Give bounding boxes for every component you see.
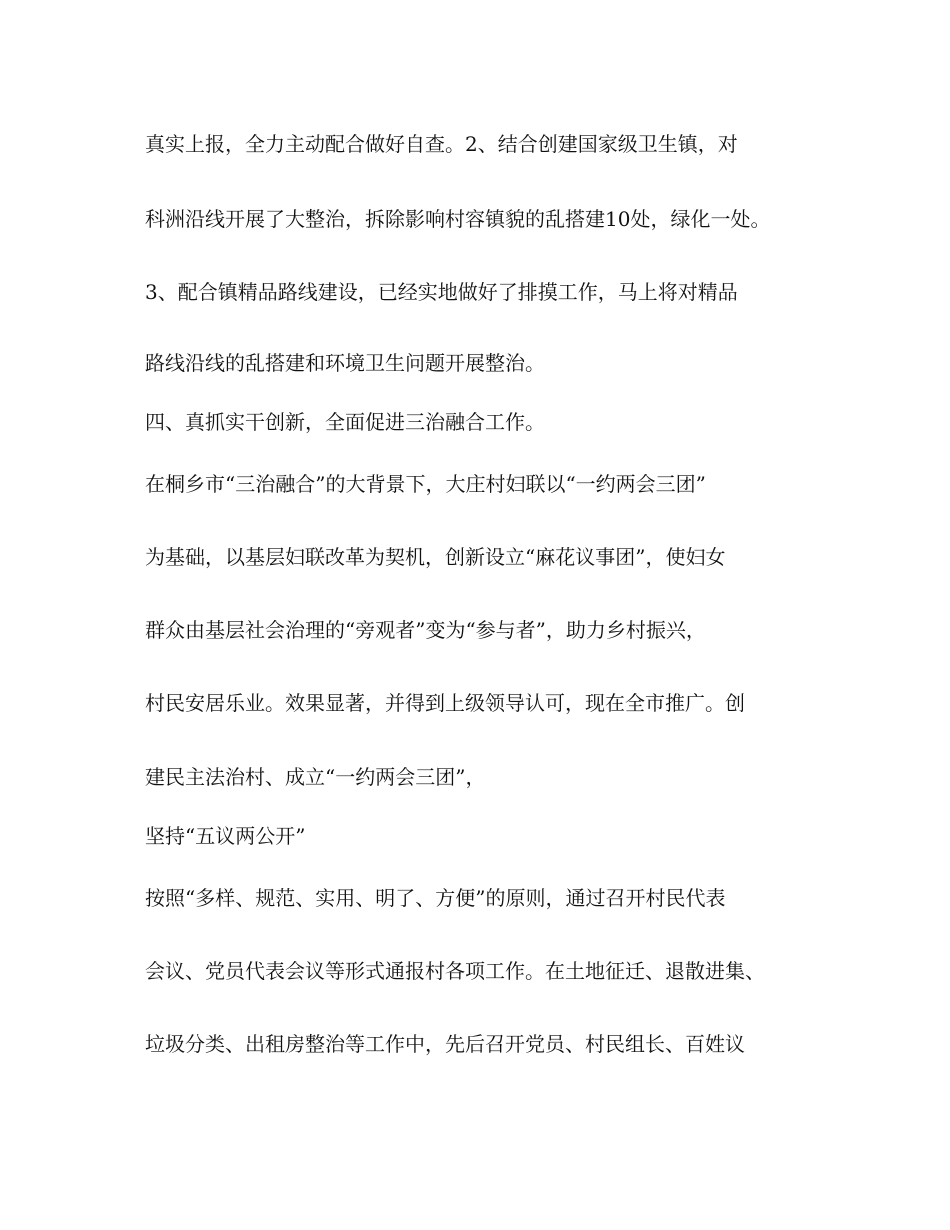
text-line: 为基础，以基层妇联改革为契机，创新设立“麻花议事团”，使妇女: [145, 545, 726, 569]
text-line: 垃圾分类、出租房整治等工作中，先后召开党员、村民组长、百姓议: [145, 1032, 745, 1056]
section-heading: 四、真抓实干创新，全面促进三治融合工作。: [145, 410, 545, 434]
text-line: 在桐乡市“三治融合”的大背景下，大庄村妇联以“一约两会三团”: [145, 472, 706, 496]
text-line: 建民主法治村、成立“一约两会三团”，: [145, 765, 486, 789]
text-line: 3、配合镇精品路线建设，已经实地做好了排摸工作，马上将对精品: [145, 280, 738, 304]
text-line: 路线沿线的乱搭建和环境卫生问题开展整治。: [145, 351, 545, 375]
text-line: 群众由基层社会治理的“旁观者”变为“参与者”，助力乡村振兴，: [145, 618, 706, 642]
text-line: 会议、党员代表会议等形式通报村各项工作。在土地征迁、退散进集、: [145, 959, 765, 983]
text-line: 坚持“五议两公开”: [145, 824, 306, 848]
text-line: 按照“多样、规范、实用、明了、方便”的原则，通过召开村民代表: [145, 886, 726, 910]
text-line: 村民安居乐业。效果显著，并得到上级领导认可，现在全市推广。创: [145, 691, 745, 715]
text-line: 科洲沿线开展了大整治，拆除影响村容镇貌的乱搭建10处，绿化一处。: [145, 207, 771, 231]
text-line: 真实上报，全力主动配合做好自查。2、结合创建国家级卫生镇，对: [145, 132, 738, 156]
